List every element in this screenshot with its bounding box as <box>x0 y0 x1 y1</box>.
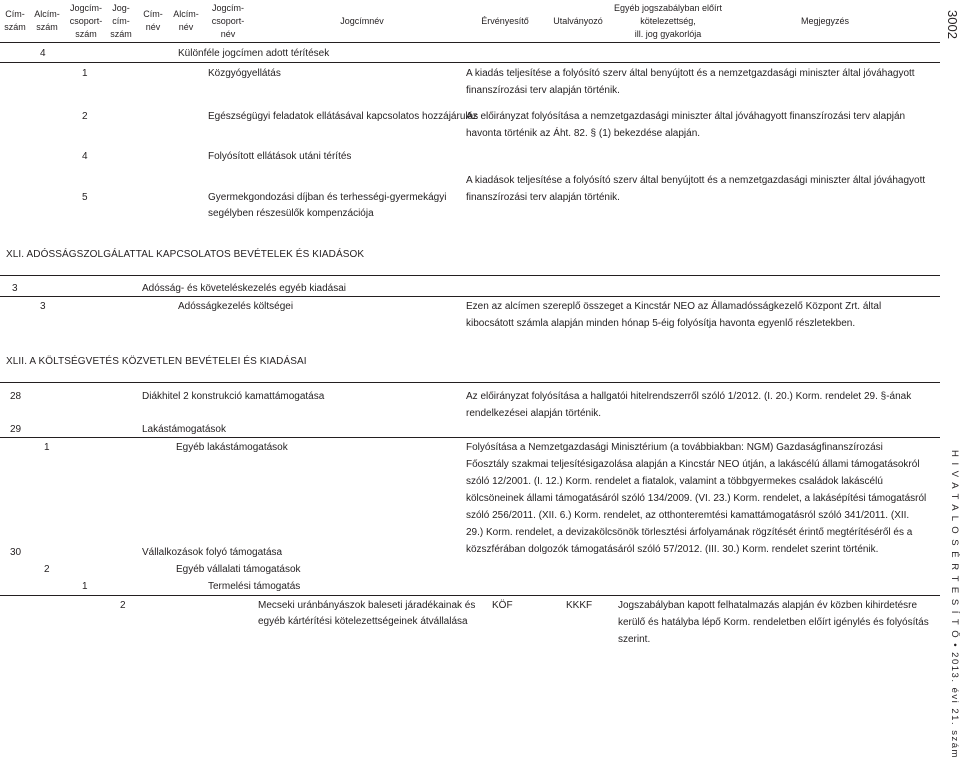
row-title-cont: segélyben részesülők kompenzációja <box>208 208 374 219</box>
row-note: A kiadások teljesítése a folyósító szerv által benyújtott és a nemzetgazdasági miniszter által jóváhagyott finanszírozási terv alapján történik. <box>466 175 926 203</box>
table-header <box>0 0 940 42</box>
header-jogcimnev: Jogcímnév <box>340 16 384 26</box>
row-title: Különféle jogcímen adott térítések <box>178 48 330 59</box>
row-rule <box>0 595 940 596</box>
row-title: Folyósított ellátások utáni térítés <box>208 151 352 162</box>
header-rule <box>0 42 940 43</box>
row-num: 30 <box>10 547 22 558</box>
row-title: Közgyógyellátás <box>208 68 281 79</box>
header-jogcimcsoport-nev: Jogcím- csoport- név <box>211 3 245 39</box>
row-note: Jogszabályban kapott felhatalmazás alapján év közben kihirdetésre kerülő és hatályba lépő Korm. rendeletben előírt igénylés és folyósítás szerint. <box>618 600 929 645</box>
row-note: Ezen az alcímen szereplő összeget a Kincstár NEO az Államadósságkezelő Központ Zrt. által kibocsátott számla alapján minden hónap 5-éig folyósítja havonta egyenlő részletekben. <box>466 301 882 329</box>
row-note: Az előirányzat folyósítása a hallgatói hitelrendszerről szóló 1/2012. (I. 20.) Korm. rendelet 29. §-ának rendelkezései alapján történik. <box>466 391 912 419</box>
row-num: 1 <box>44 442 50 453</box>
row-title: Egyéb vállalati támogatások <box>176 564 301 575</box>
row-num: 4 <box>40 48 46 59</box>
row-title: Lakástámogatások <box>142 424 226 435</box>
header-megjegyzes: Megjegyzés <box>800 16 850 26</box>
row-rule <box>0 382 940 383</box>
section-heading-xli: XLI. ADÓSSÁGSZOLGÁLATTAL KAPCSOLATOS BEVÉTELEK ÉS KIADÁSOK <box>6 249 365 260</box>
row-title: Adósságkezelés költségei <box>178 301 294 312</box>
row-num: 29 <box>10 424 22 435</box>
row-title-cont: egyéb kártérítési kötelezettségeinek átvállalása <box>258 616 468 627</box>
row-title: Adósság- és követeléskezelés egyéb kiadásai <box>142 283 347 294</box>
page-number: 3002 <box>945 10 960 39</box>
row-title: Egészségügyi feladatok ellátásával kapcsolatos hozzájárulás <box>208 111 479 122</box>
header-egyeb: Egyéb jogszabályban előírt kötelezettség, ill. jog gyakorlója <box>613 3 723 39</box>
row-rule <box>0 62 940 63</box>
row-note: Folyósítása a Nemzetgazdasági Minisztérium (a továbbiakban: NGM) Gazdaságfinanszírozási Főosztály szakmai teljesítésigazolása alapján a Kincstár NEO útján, a lakáscélú állami támogatásokról szóló 12/2001. (I. 12.) Korm. rendelet a fiatalok, valamint a többgyermekes családok lakáscélú kölcsöneinek állami támogatásáról szóló 134/2009. (VI. 23.) Korm. rendelet, a lakásépítési támogatásról szóló 256/2011. (XII. 6.) Korm. rendelet, az otthonteremtési kamattámogatásról szóló 341/2011. (XII. 29.) Korm. rendelet, a devizakölcsönök törlesztési árfolyamának rögzítését érintő megtérítéséről és a közszférában dolgozók támogatásáról szóló 57/2012. (III. 30.) Korm. rendelet szerint történik. <box>466 442 927 555</box>
row-title: Diákhitel 2 konstrukció kamattámogatása <box>142 391 325 402</box>
row-note: Az előirányzat folyósítása a nemzetgazdasági miniszter által jóváhagyott finanszírozási terv alapján havonta történik az Áht. 82. § (1) bekezdése alapján. <box>466 111 906 139</box>
header-cim-szam: Cím- szám <box>4 9 26 32</box>
row-num: 28 <box>10 391 22 402</box>
row-utalvanyozo: KKKF <box>566 600 593 611</box>
row-num: 4 <box>82 151 88 162</box>
row-rule <box>0 296 940 297</box>
row-rule <box>0 275 940 276</box>
row-num: 1 <box>82 581 88 592</box>
row-title: Gyermekgondozási díjban és terhességi-gyermekágyi <box>208 192 447 203</box>
header-cim-nev: Cím- név <box>143 9 163 32</box>
header-utalvanyozo: Utalványozó <box>553 16 603 26</box>
row-ervenyesito: KÖF <box>492 600 513 611</box>
header-alcim-nev: Alcím- név <box>173 9 199 32</box>
section-heading-xlii: XLII. A KÖLTSÉGVETÉS KÖZVETLEN BEVÉTELEI ÉS KIADÁSAI <box>6 356 307 367</box>
row-title: Termelési támogatás <box>208 581 301 592</box>
row-rule <box>0 437 940 438</box>
row-num: 3 <box>12 283 18 294</box>
header-jogcim-szam: Jog- cím- szám <box>110 3 132 39</box>
row-num: 2 <box>44 564 50 575</box>
header-ervenyesito: Érvényesítő <box>481 16 529 26</box>
row-num: 5 <box>82 192 88 203</box>
row-num: 2 <box>82 111 88 122</box>
row-note: A kiadás teljesítése a folyósító szerv által benyújtott és a nemzetgazdasági miniszter által jóváhagyott finanszírozási terv alapján történik. <box>466 68 915 96</box>
header-jogcimcsoport-szam: Jogcím- csoport- szám <box>69 3 103 39</box>
row-num: 2 <box>120 600 126 611</box>
row-title: Mecseki uránbányászok baleseti járadékainak és <box>258 600 476 611</box>
row-num: 3 <box>40 301 46 312</box>
row-num: 1 <box>82 68 88 79</box>
header-alcim-szam: Alcím- szám <box>34 9 60 32</box>
row-title: Vállalkozások folyó támogatása <box>142 547 283 558</box>
row-title: Egyéb lakástámogatások <box>176 442 288 453</box>
running-footer: H I V A T A L O S É R T E S Í T Ő • 2013. évi 21. szám <box>949 450 960 759</box>
